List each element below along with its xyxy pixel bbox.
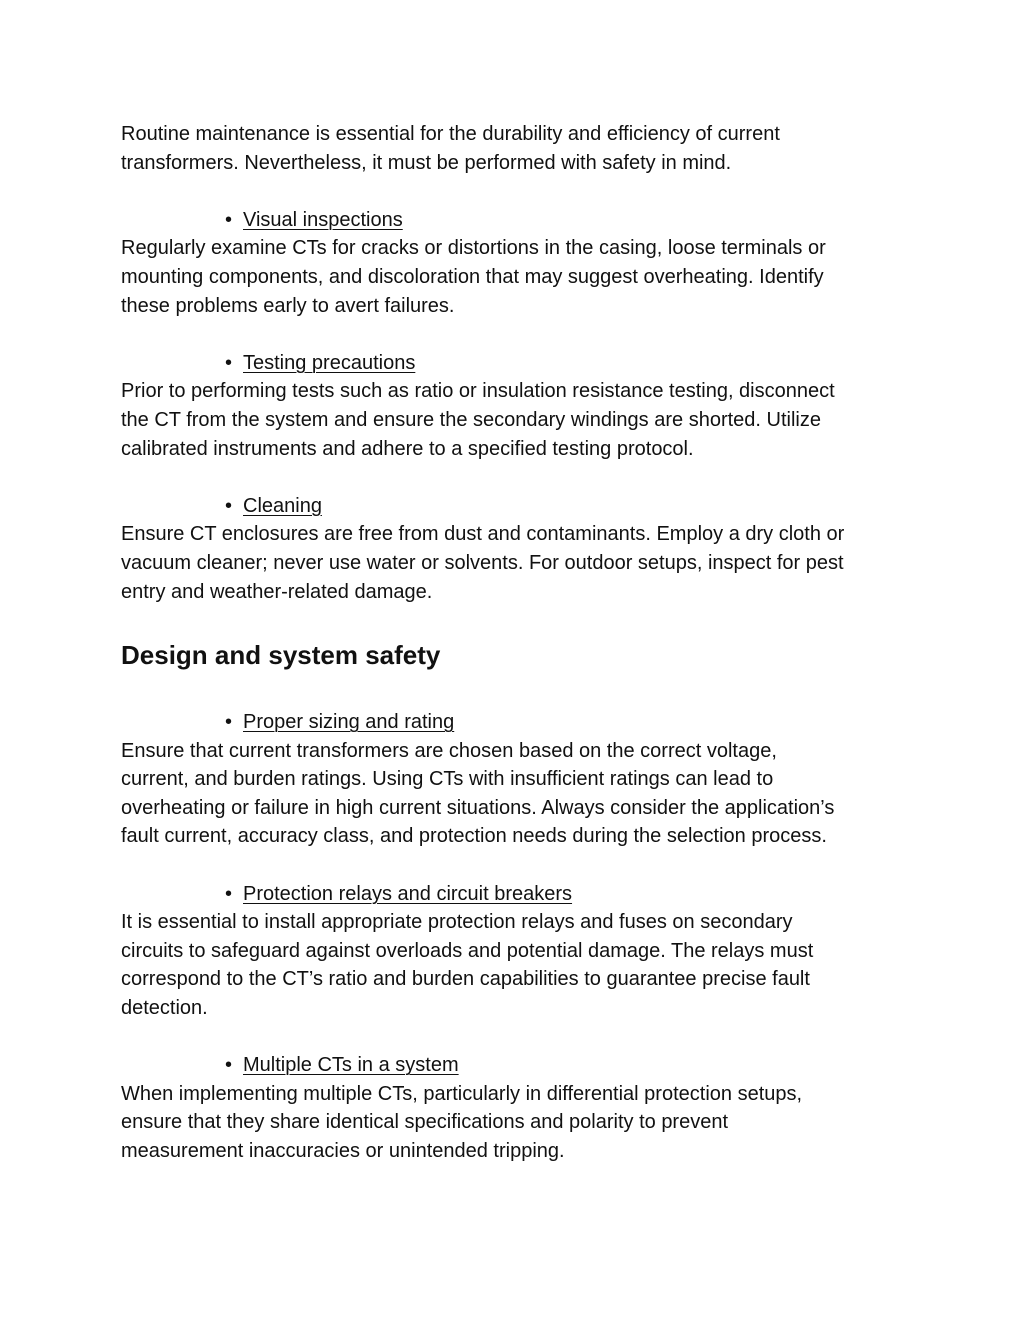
item-title: Visual inspections — [243, 208, 403, 231]
document-page — [121, 120, 911, 1166]
list-item-visual-inspections — [121, 206, 911, 235]
item-title: Multiple CTs in a system — [243, 1054, 459, 1077]
paragraph-line: Regularly examine CTs for cracks or distortions in the casing, loose terminals or — [121, 237, 826, 260]
paragraph-line: Prior to performing tests such as ratio or insulation resistance testing, disconnect — [121, 380, 835, 403]
paragraph-line: When implementing multiple CTs, particularly in differential protection setups, — [121, 1082, 803, 1105]
item-paragraph — [121, 234, 911, 320]
bullet-icon: • — [225, 711, 233, 734]
item-paragraph — [121, 377, 911, 463]
paragraph-line: It is essential to install appropriate protection relays and fuses on secondary — [121, 911, 793, 934]
paragraph-line: ensure that they share identical specifications and polarity to prevent — [121, 1111, 729, 1134]
paragraph-line: vacuum cleaner; never use water or solvents. For outdoor setups, inspect for pest — [121, 551, 844, 574]
paragraph-line: fault current, accuracy class, and protection needs during the selection process. — [121, 825, 827, 848]
list-item-testing-precautions — [121, 349, 911, 378]
list-item-multiple-cts — [121, 1051, 911, 1080]
paragraph-line: entry and weather-related damage. — [121, 580, 433, 603]
intro-paragraph — [121, 120, 911, 177]
item-paragraph — [121, 737, 911, 851]
paragraph-line: these problems early to avert failures. — [121, 294, 455, 317]
paragraph-line: detection. — [121, 997, 208, 1020]
bullet-icon: • — [225, 494, 233, 517]
paragraph-line: current, and burden ratings. Using CTs with insufficient ratings can lead to — [121, 768, 774, 791]
intro-line: transformers. Nevertheless, it must be performed with safety in mind. — [121, 151, 732, 174]
intro-line: Routine maintenance is essential for the durability and efficiency of current — [121, 123, 780, 145]
section-heading: Design and system safety — [121, 640, 441, 671]
paragraph-line: circuits to safeguard against overloads and potential damage. The relays must — [121, 939, 814, 962]
paragraph-line: mounting components, and discoloration that may suggest overheating. Identify — [121, 265, 824, 288]
item-title: Cleaning — [243, 494, 322, 517]
bullet-icon: • — [225, 1054, 233, 1077]
item-title: Proper sizing and rating — [243, 711, 455, 734]
item-paragraph — [121, 908, 911, 1022]
bullet-icon: • — [225, 882, 233, 905]
paragraph-line: Ensure CT enclosures are free from dust and contaminants. Employ a dry cloth or — [121, 523, 845, 546]
list-item-cleaning — [121, 492, 911, 521]
list-item-proper-sizing — [121, 708, 911, 737]
paragraph-line: correspond to the CT’s ratio and burden capabilities to guarantee precise fault — [121, 968, 810, 991]
paragraph-line: measurement inaccuracies or unintended tripping. — [121, 1140, 565, 1162]
paragraph-line: the CT from the system and ensure the secondary windings are shorted. Utilize — [121, 408, 821, 431]
item-paragraph — [121, 1080, 911, 1166]
list-item-protection-relays — [121, 880, 911, 909]
paragraph-line: overheating or failure in high current situations. Always consider the application’s — [121, 796, 835, 819]
bullet-icon: • — [225, 208, 233, 231]
paragraph-line: Ensure that current transformers are chosen based on the correct voltage, — [121, 739, 777, 762]
item-title: Testing precautions — [243, 351, 416, 374]
bullet-icon: • — [225, 351, 233, 374]
item-paragraph — [121, 520, 911, 606]
paragraph-line: calibrated instruments and adhere to a specified testing protocol. — [121, 437, 694, 460]
item-title: Protection relays and circuit breakers — [243, 882, 573, 905]
